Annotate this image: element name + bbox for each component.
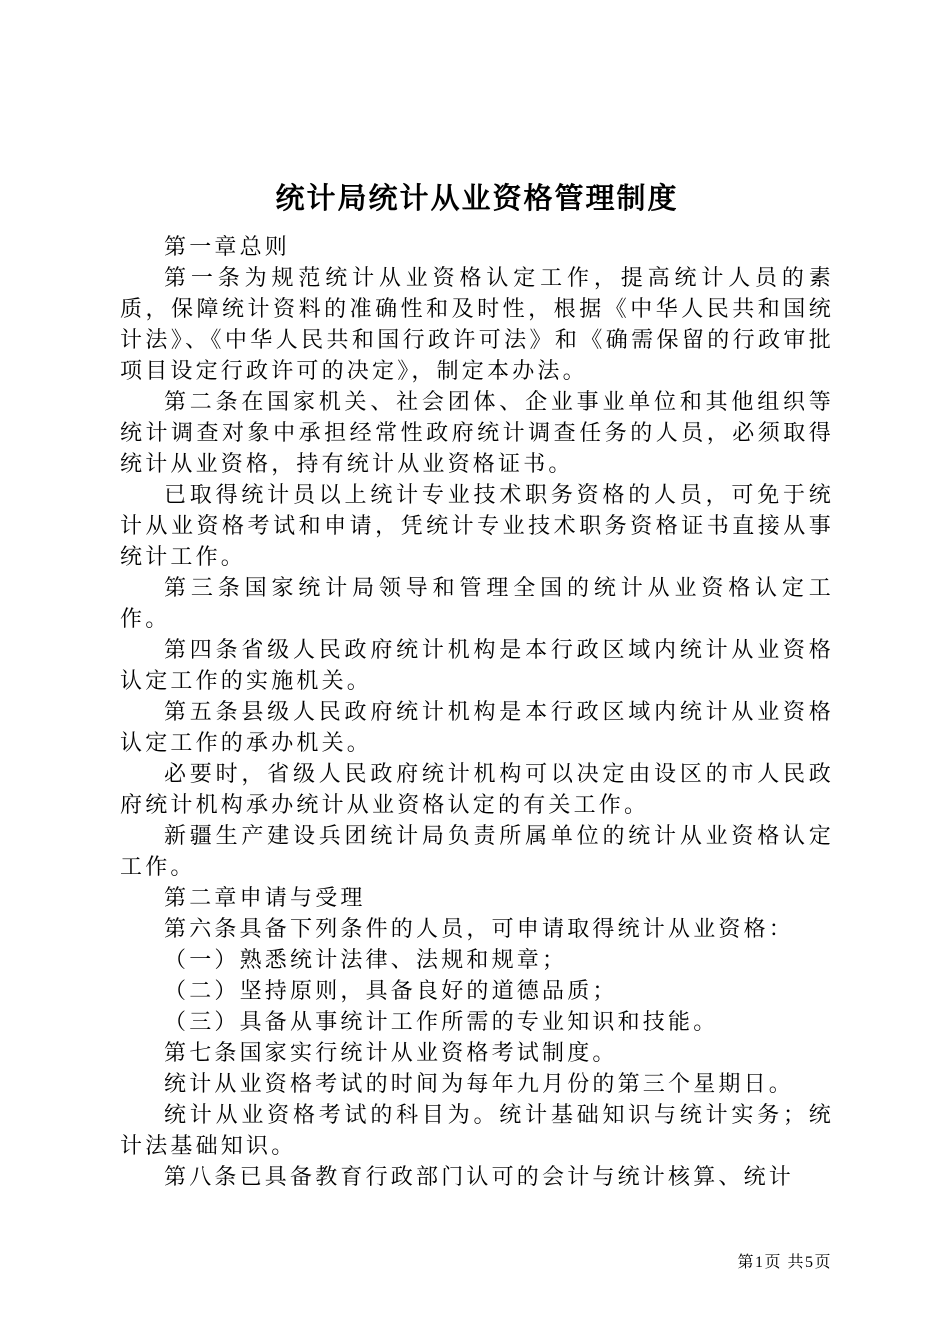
paragraph: 必要时，省级人民政府统计机构可以决定由设区的市人民政府统计机构承办统计从业资格认定的有关工作。 xyxy=(120,761,834,817)
paragraph: 第二章申请与受理 xyxy=(164,885,366,910)
document-content xyxy=(120,180,834,1192)
paragraph: 统计从业资格考试的科目为。统计基础知识与统计实务；统计法基础知识。 xyxy=(120,1102,834,1158)
paragraph: 统计从业资格考试的时间为每年九月份的第三个星期日。 xyxy=(164,1071,795,1096)
paragraph: 第一条为规范统计从业资格认定工作，提高统计人员的素质，保障统计资料的准确性和及时性，根据《中华人民共和国统计法》、《中华人民共和国行政许可法》和《确需保留的行政审批项目设定行政许可的决定》，制定本办法。 xyxy=(120,265,834,383)
paragraph: （一）熟悉统计法律、法规和规章； xyxy=(164,947,568,972)
paragraph: 第八条已具备教育行政部门认可的会计与统计核算、统计 xyxy=(164,1164,795,1189)
document-body xyxy=(120,231,834,1192)
paragraph: 第六条具备下列条件的人员，可申请取得统计从业资格： xyxy=(164,916,795,941)
paragraph: （三）具备从事统计工作所需的专业知识和技能。 xyxy=(164,1009,719,1034)
paragraph: 第一章总则 xyxy=(164,234,291,259)
paragraph: 第三条国家统计局领导和管理全国的统计从业资格认定工作。 xyxy=(120,575,834,631)
page-number-footer: 第1页 共5页 xyxy=(737,1254,832,1271)
paragraph: 第四条省级人民政府统计机构是本行政区域内统计从业资格认定工作的实施机关。 xyxy=(120,637,834,693)
document-title: 统计局统计从业资格管理制度 xyxy=(275,183,679,215)
paragraph: 第五条县级人民政府统计机构是本行政区域内统计从业资格认定工作的承办机关。 xyxy=(120,699,834,755)
paragraph: 第七条国家实行统计从业资格考试制度。 xyxy=(164,1040,618,1065)
paragraph: 新疆生产建设兵团统计局负责所属单位的统计从业资格认定工作。 xyxy=(120,823,834,879)
paragraph: 已取得统计员以上统计专业技术职务资格的人员，可免于统计从业资格考试和申请，凭统计专业技术职务资格证书直接从事统计工作。 xyxy=(120,482,834,569)
paragraph: （二）坚持原则，具备良好的道德品质； xyxy=(164,978,618,1003)
paragraph: 第二条在国家机关、社会团体、企业事业单位和其他组织等统计调查对象中承担经常性政府统计调查任务的人员，必须取得统计从业资格，持有统计从业资格证书。 xyxy=(120,389,834,476)
